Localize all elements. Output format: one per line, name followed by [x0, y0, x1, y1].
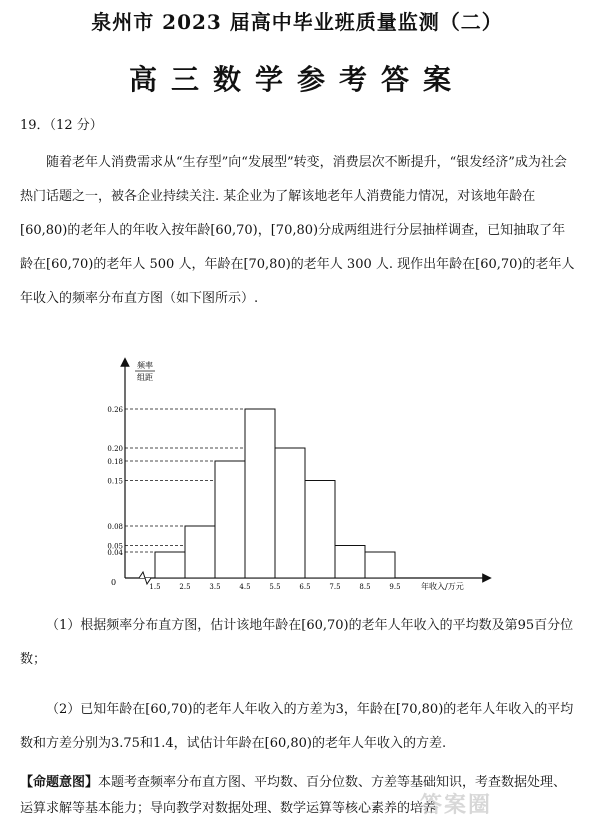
question-number: 19．（12 分） — [20, 118, 103, 133]
histogram-bar — [365, 552, 395, 578]
y-tick-label: 0.26 — [107, 406, 123, 414]
histogram-bar — [305, 481, 335, 579]
intent-text: 本题考查频率分布直方图、平均数、百分位数、方差等基础知识，考查数据处理、运算求解等基本能力；导向教学对数据处理、数学运算等核心素养的培养 — [20, 775, 567, 816]
histogram-bar — [275, 448, 305, 578]
y-tick-label: 0.04 — [107, 549, 123, 557]
intent-tag: 【命题意图】 — [20, 775, 99, 790]
exam-title: 泉州市 2023 届高中毕业班质量监测（二） — [91, 10, 503, 34]
answer-title: 高三数学参考答案 — [128, 63, 465, 96]
y-tick-label: 0.15 — [107, 477, 123, 486]
histogram-chart — [95, 352, 515, 606]
y-tick-label: 0.08 — [107, 523, 123, 531]
watermark-logo: 答案圈 — [420, 792, 493, 818]
origin-label: 0 — [111, 578, 117, 587]
y-tick-label: 0.05 — [107, 542, 123, 551]
x-tick-label: 8.5 — [359, 583, 371, 591]
ylabel-bottom: 组距 — [137, 373, 153, 382]
question-intro: 随着老年人消费需求从“生存型”向“发展型”转变，消费层次不断提升，“银发经济”成为社会热门话题之一，被各企业持续关注. 某企业为了解该地老年人消费能力情况，对该地年龄在[60,80)的老年人的年收入按年龄[60,70)，[70,80)分成两组进行分层抽样调查，已知抽取了年龄在[60,70)的老年人 500 人，年龄在[70,80)的老年人 300 人. 现作出年龄在[60,70)的老年人年收入的频率分布直方图（如下图所示）. — [20, 155, 575, 306]
y-tick-label: 0.18 — [107, 458, 123, 466]
ylabel-top: 频率 — [137, 361, 153, 370]
x-tick-label: 9.5 — [389, 583, 401, 591]
x-tick-label: 2.5 — [179, 583, 191, 591]
question-part-1: （1）根据频率分布直方图，估计该地年龄在[60,70)的老年人年收入的平均数及第95百分位数； — [20, 618, 574, 667]
question-part-2: （2）已知年龄在[60,70)的老年人年收入的方差为3，年龄在[70,80)的老年人年收入的平均数和方差分别为3.75和1.4，试估计年龄在[60,80)的老年人年收入的方差. — [20, 702, 574, 751]
x-tick-label: 4.5 — [239, 583, 251, 591]
x-tick-label: 6.5 — [299, 583, 311, 591]
x-tick-label: 5.5 — [269, 583, 281, 591]
x-tick-label: 1.5 — [149, 583, 161, 591]
histogram-bar — [245, 409, 275, 578]
histogram-bar — [215, 461, 245, 578]
y-tick-label: 0.20 — [107, 445, 123, 453]
histogram-bar — [155, 552, 185, 578]
x-tick-label: 7.5 — [329, 583, 341, 591]
x-tick-label: 3.5 — [209, 583, 221, 591]
histogram-bar — [335, 546, 365, 579]
histogram-svg — [95, 352, 515, 602]
histogram-bar — [185, 526, 215, 578]
x-axis-label: 年收入/万元 — [421, 582, 464, 591]
intent-paragraph — [20, 770, 576, 822]
